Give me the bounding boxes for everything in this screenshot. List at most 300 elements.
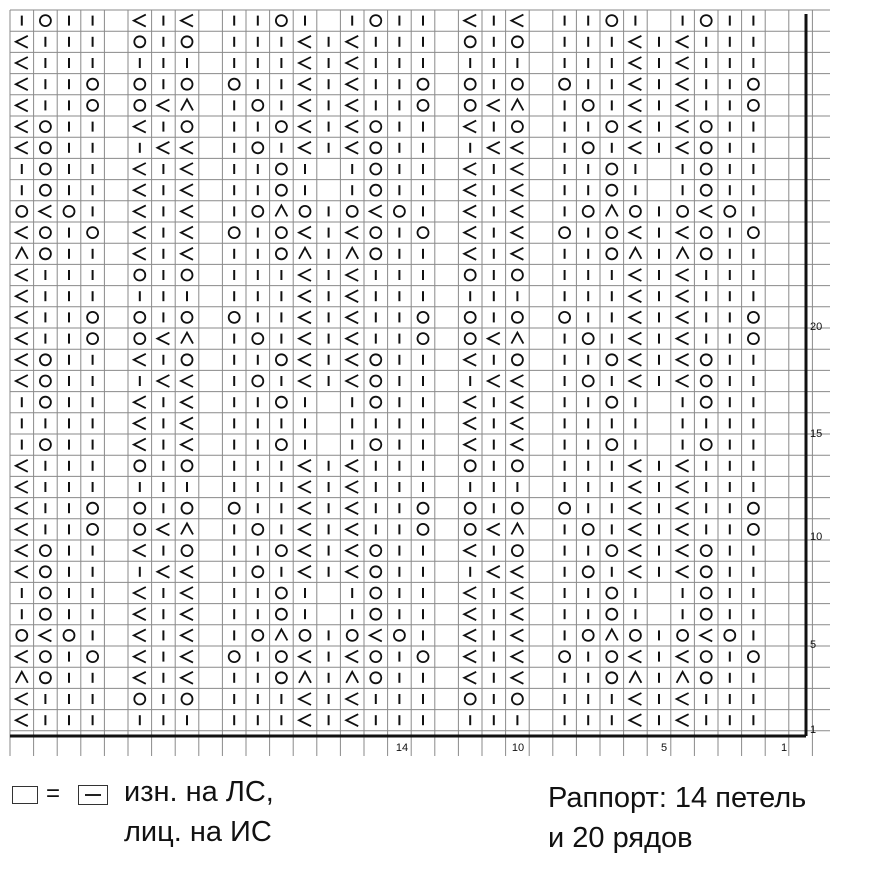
k2tog-symbol: [511, 375, 523, 387]
yarn-over-symbol: [134, 79, 145, 90]
yarn-over-symbol: [134, 694, 145, 705]
k2tog-symbol: [464, 184, 476, 196]
yarn-over-symbol: [724, 630, 735, 641]
k2tog-symbol: [181, 248, 193, 260]
k2tog-symbol: [464, 545, 476, 557]
decrease-symbol: [606, 629, 618, 640]
yarn-over-symbol: [606, 609, 617, 620]
k2tog-symbol: [134, 15, 146, 27]
k2tog-symbol: [299, 121, 311, 133]
yarn-over-symbol: [40, 164, 51, 175]
yarn-over-symbol: [512, 36, 523, 47]
yarn-over-symbol: [40, 588, 51, 599]
k2tog-symbol: [134, 205, 146, 217]
row-number-label: 5: [810, 639, 817, 651]
k2tog-symbol: [629, 460, 641, 472]
k2tog-symbol: [677, 651, 689, 663]
k2tog-symbol: [677, 333, 689, 345]
yarn-over-symbol: [276, 651, 287, 662]
k2tog-symbol: [299, 481, 311, 493]
yarn-over-symbol: [677, 206, 688, 217]
yarn-over-symbol: [370, 566, 381, 577]
yarn-over-symbol: [512, 312, 523, 323]
k2tog-symbol: [511, 396, 523, 408]
k2tog-symbol: [511, 439, 523, 451]
k2tog-symbol: [346, 545, 358, 557]
decrease-symbol: [677, 672, 689, 683]
yarn-over-symbol: [418, 651, 429, 662]
k2tog-symbol: [629, 78, 641, 90]
yarn-over-symbol: [606, 227, 617, 238]
k2tog-symbol: [134, 163, 146, 175]
k2tog-symbol: [299, 227, 311, 239]
k2tog-symbol: [16, 36, 28, 48]
k2tog-symbol: [157, 99, 169, 111]
yarn-over-symbol: [300, 206, 311, 217]
yarn-over-symbol: [40, 439, 51, 450]
yarn-over-symbol: [370, 545, 381, 556]
yarn-over-symbol: [182, 121, 193, 132]
k2tog-symbol: [511, 566, 523, 578]
k2tog-symbol: [299, 354, 311, 366]
decrease-symbol: [606, 205, 618, 216]
k2tog-symbol: [181, 142, 193, 154]
yarn-over-symbol: [748, 651, 759, 662]
decrease-symbol: [511, 99, 523, 110]
yarn-over-symbol: [252, 566, 263, 577]
row-number-label: 1: [810, 724, 817, 736]
k2tog-symbol: [157, 333, 169, 345]
yarn-over-symbol: [40, 354, 51, 365]
decrease-symbol: [299, 248, 311, 259]
yarn-over-symbol: [701, 566, 712, 577]
yarn-over-symbol: [701, 354, 712, 365]
k2tog-symbol: [16, 99, 28, 111]
yarn-over-symbol: [229, 651, 240, 662]
k2tog-symbol: [346, 333, 358, 345]
k2tog-symbol: [181, 566, 193, 578]
k2tog-symbol: [677, 502, 689, 514]
yarn-over-symbol: [465, 36, 476, 47]
yarn-over-symbol: [418, 503, 429, 514]
yarn-over-symbol: [606, 15, 617, 26]
k2tog-symbol: [677, 311, 689, 323]
k2tog-symbol: [16, 523, 28, 535]
yarn-over-symbol: [370, 164, 381, 175]
k2tog-symbol: [677, 566, 689, 578]
repeat-note-line-2: и 20 рядов: [548, 822, 693, 854]
yarn-over-symbol: [276, 227, 287, 238]
k2tog-symbol: [299, 36, 311, 48]
yarn-over-symbol: [512, 545, 523, 556]
yarn-over-symbol: [300, 630, 311, 641]
k2tog-symbol: [181, 417, 193, 429]
k2tog-symbol: [134, 672, 146, 684]
k2tog-symbol: [700, 629, 712, 641]
k2tog-symbol: [677, 121, 689, 133]
column-number-label: 5: [660, 742, 668, 754]
yarn-over-symbol: [40, 121, 51, 132]
k2tog-symbol: [629, 311, 641, 323]
k2tog-symbol: [464, 629, 476, 641]
k2tog-symbol: [700, 205, 712, 217]
yarn-over-symbol: [606, 651, 617, 662]
yarn-over-symbol: [701, 609, 712, 620]
k2tog-symbol: [16, 57, 28, 69]
yarn-over-symbol: [16, 206, 27, 217]
yarn-over-symbol: [40, 15, 51, 26]
k2tog-symbol: [629, 57, 641, 69]
k2tog-symbol: [370, 205, 382, 217]
repeat-note: [548, 776, 868, 860]
yarn-over-symbol: [606, 164, 617, 175]
k2tog-symbol: [677, 290, 689, 302]
k2tog-symbol: [346, 121, 358, 133]
yarn-over-symbol: [182, 694, 193, 705]
k2tog-symbol: [464, 163, 476, 175]
k2tog-symbol: [677, 78, 689, 90]
decrease-symbol: [16, 248, 28, 259]
k2tog-symbol: [299, 57, 311, 69]
yarn-over-symbol: [40, 142, 51, 153]
yarn-over-symbol: [40, 397, 51, 408]
k2tog-symbol: [299, 523, 311, 535]
yarn-over-symbol: [87, 100, 98, 111]
decrease-symbol: [275, 205, 287, 216]
yarn-over-symbol: [87, 524, 98, 535]
yarn-over-symbol: [701, 672, 712, 683]
legend-line-1: изн. на ЛС,: [124, 776, 274, 808]
k2tog-symbol: [134, 608, 146, 620]
k2tog-symbol: [157, 142, 169, 154]
yarn-over-symbol: [276, 15, 287, 26]
yarn-over-symbol: [606, 185, 617, 196]
yarn-over-symbol: [276, 248, 287, 259]
k2tog-symbol: [299, 651, 311, 663]
decrease-symbol: [346, 248, 358, 259]
yarn-over-symbol: [583, 630, 594, 641]
yarn-over-symbol: [87, 503, 98, 514]
yarn-over-symbol: [701, 227, 712, 238]
k2tog-symbol: [181, 672, 193, 684]
yarn-over-symbol: [370, 15, 381, 26]
yarn-over-symbol: [512, 503, 523, 514]
yarn-over-symbol: [276, 609, 287, 620]
k2tog-symbol: [677, 354, 689, 366]
yarn-over-symbol: [370, 651, 381, 662]
yarn-over-symbol: [559, 651, 570, 662]
yarn-over-symbol: [512, 79, 523, 90]
yarn-over-symbol: [630, 630, 641, 641]
k2tog-symbol: [511, 205, 523, 217]
k2tog-symbol: [134, 545, 146, 557]
row-number-label: 15: [810, 428, 823, 440]
k2tog-symbol: [299, 375, 311, 387]
k2tog-symbol: [16, 375, 28, 387]
k2tog-symbol: [511, 587, 523, 599]
k2tog-symbol: [629, 375, 641, 387]
yarn-over-symbol: [134, 503, 145, 514]
k2tog-symbol: [16, 460, 28, 472]
yarn-over-symbol: [748, 100, 759, 111]
yarn-over-symbol: [182, 354, 193, 365]
decrease-symbol: [16, 672, 28, 683]
k2tog-symbol: [134, 227, 146, 239]
k2tog-symbol: [464, 396, 476, 408]
yarn-over-symbol: [40, 566, 51, 577]
yarn-over-symbol: [559, 312, 570, 323]
k2tog-symbol: [181, 184, 193, 196]
decrease-symbol: [299, 672, 311, 683]
k2tog-symbol: [16, 333, 28, 345]
yarn-over-symbol: [559, 503, 570, 514]
row-number-label: 10: [810, 531, 823, 543]
k2tog-symbol: [629, 99, 641, 111]
yarn-over-symbol: [512, 121, 523, 132]
k2tog-symbol: [370, 629, 382, 641]
yarn-over-symbol: [370, 227, 381, 238]
k2tog-symbol: [181, 587, 193, 599]
yarn-over-symbol: [394, 630, 405, 641]
yarn-over-symbol: [252, 524, 263, 535]
k2tog-symbol: [134, 629, 146, 641]
k2tog-symbol: [677, 523, 689, 535]
k2tog-symbol: [511, 672, 523, 684]
yarn-over-symbol: [252, 100, 263, 111]
k2tog-symbol: [629, 269, 641, 281]
yarn-over-symbol: [559, 227, 570, 238]
k2tog-symbol: [677, 693, 689, 705]
yarn-over-symbol: [606, 248, 617, 259]
k2tog-symbol: [134, 651, 146, 663]
k2tog-symbol: [677, 481, 689, 493]
k2tog-symbol: [511, 629, 523, 641]
yarn-over-symbol: [701, 397, 712, 408]
k2tog-symbol: [181, 227, 193, 239]
yarn-over-symbol: [701, 185, 712, 196]
k2tog-symbol: [134, 354, 146, 366]
yarn-over-symbol: [134, 524, 145, 535]
k2tog-symbol: [346, 481, 358, 493]
k2tog-symbol: [464, 672, 476, 684]
legend-equals: =: [46, 780, 61, 807]
yarn-over-symbol: [701, 439, 712, 450]
legend: [12, 778, 352, 858]
yarn-over-symbol: [583, 142, 594, 153]
k2tog-symbol: [16, 545, 28, 557]
k2tog-symbol: [677, 545, 689, 557]
yarn-over-symbol: [40, 545, 51, 556]
yarn-over-symbol: [370, 248, 381, 259]
k2tog-symbol: [677, 269, 689, 281]
k2tog-symbol: [16, 269, 28, 281]
yarn-over-symbol: [512, 354, 523, 365]
k2tog-symbol: [346, 57, 358, 69]
yarn-over-symbol: [701, 651, 712, 662]
k2tog-symbol: [299, 502, 311, 514]
yarn-over-symbol: [748, 79, 759, 90]
k2tog-symbol: [346, 36, 358, 48]
k2tog-symbol: [629, 651, 641, 663]
k2tog-symbol: [16, 290, 28, 302]
k2tog-symbol: [346, 375, 358, 387]
yarn-over-symbol: [465, 694, 476, 705]
yarn-over-symbol: [252, 206, 263, 217]
yarn-over-symbol: [701, 142, 712, 153]
row-number-label: 20: [810, 321, 823, 333]
k2tog-symbol: [464, 417, 476, 429]
yarn-over-symbol: [252, 333, 263, 344]
k2tog-symbol: [16, 481, 28, 493]
k2tog-symbol: [629, 290, 641, 302]
yarn-over-symbol: [134, 460, 145, 471]
yarn-over-symbol: [134, 36, 145, 47]
k2tog-symbol: [299, 311, 311, 323]
legend-line-2: лиц. на ИС: [124, 816, 272, 848]
yarn-over-symbol: [40, 376, 51, 387]
yarn-over-symbol: [606, 354, 617, 365]
yarn-over-symbol: [465, 312, 476, 323]
yarn-over-symbol: [276, 439, 287, 450]
yarn-over-symbol: [276, 185, 287, 196]
k2tog-symbol: [346, 227, 358, 239]
k2tog-symbol: [134, 587, 146, 599]
yarn-over-symbol: [370, 121, 381, 132]
yarn-over-symbol: [370, 142, 381, 153]
k2tog-symbol: [346, 99, 358, 111]
k2tog-symbol: [157, 523, 169, 535]
decrease-symbol: [181, 333, 193, 344]
yarn-over-symbol: [252, 376, 263, 387]
k2tog-symbol: [299, 566, 311, 578]
yarn-over-symbol: [418, 227, 429, 238]
k2tog-symbol: [346, 78, 358, 90]
yarn-over-symbol: [394, 206, 405, 217]
k2tog-symbol: [629, 142, 641, 154]
yarn-over-symbol: [606, 397, 617, 408]
yarn-over-symbol: [229, 312, 240, 323]
yarn-over-symbol: [606, 588, 617, 599]
yarn-over-symbol: [465, 333, 476, 344]
yarn-over-symbol: [748, 227, 759, 238]
k2tog-symbol: [181, 608, 193, 620]
decrease-symbol: [181, 523, 193, 534]
yarn-over-symbol: [583, 206, 594, 217]
yarn-over-symbol: [701, 248, 712, 259]
k2tog-symbol: [16, 354, 28, 366]
k2tog-symbol: [464, 15, 476, 27]
yarn-over-symbol: [276, 164, 287, 175]
yarn-over-symbol: [748, 333, 759, 344]
yarn-over-symbol: [418, 312, 429, 323]
k2tog-symbol: [629, 481, 641, 493]
yarn-over-symbol: [276, 121, 287, 132]
k2tog-symbol: [677, 99, 689, 111]
k2tog-symbol: [511, 248, 523, 260]
k2tog-symbol: [511, 142, 523, 154]
k2tog-symbol: [488, 142, 500, 154]
yarn-over-symbol: [606, 672, 617, 683]
k2tog-symbol: [39, 629, 51, 641]
yarn-over-symbol: [418, 100, 429, 111]
k2tog-symbol: [299, 142, 311, 154]
yarn-over-symbol: [40, 651, 51, 662]
k2tog-symbol: [181, 375, 193, 387]
yarn-over-symbol: [370, 185, 381, 196]
k2tog-symbol: [511, 417, 523, 429]
yarn-over-symbol: [40, 227, 51, 238]
decrease-symbol: [511, 333, 523, 344]
yarn-over-symbol: [87, 651, 98, 662]
k2tog-symbol: [134, 248, 146, 260]
yarn-over-symbol: [418, 79, 429, 90]
yarn-over-symbol: [418, 333, 429, 344]
decrease-symbol: [181, 99, 193, 110]
k2tog-symbol: [346, 651, 358, 663]
k2tog-symbol: [629, 523, 641, 535]
yarn-over-symbol: [630, 206, 641, 217]
k2tog-symbol: [181, 205, 193, 217]
yarn-over-symbol: [583, 333, 594, 344]
k2tog-symbol: [299, 78, 311, 90]
k2tog-symbol: [511, 608, 523, 620]
yarn-over-symbol: [748, 503, 759, 514]
k2tog-symbol: [181, 163, 193, 175]
decrease-symbol: [629, 672, 641, 683]
k2tog-symbol: [299, 269, 311, 281]
yarn-over-symbol: [229, 79, 240, 90]
k2tog-symbol: [629, 545, 641, 557]
k2tog-symbol: [464, 354, 476, 366]
k2tog-symbol: [181, 651, 193, 663]
yarn-over-symbol: [370, 588, 381, 599]
k2tog-symbol: [299, 99, 311, 111]
yarn-over-symbol: [347, 206, 358, 217]
yarn-over-symbol: [370, 439, 381, 450]
yarn-over-symbol: [134, 270, 145, 281]
yarn-over-symbol: [465, 100, 476, 111]
k2tog-symbol: [464, 608, 476, 620]
yarn-over-symbol: [40, 185, 51, 196]
legend-empty-cell-icon: [12, 786, 38, 804]
yarn-over-symbol: [583, 376, 594, 387]
k2tog-symbol: [299, 714, 311, 726]
k2tog-symbol: [346, 566, 358, 578]
yarn-over-symbol: [87, 312, 98, 323]
yarn-over-symbol: [512, 460, 523, 471]
yarn-over-symbol: [465, 270, 476, 281]
yarn-over-symbol: [276, 588, 287, 599]
yarn-over-symbol: [748, 312, 759, 323]
yarn-over-symbol: [370, 397, 381, 408]
k2tog-symbol: [488, 566, 500, 578]
yarn-over-symbol: [701, 588, 712, 599]
k2tog-symbol: [346, 502, 358, 514]
k2tog-symbol: [181, 15, 193, 27]
k2tog-symbol: [181, 629, 193, 641]
k2tog-symbol: [511, 184, 523, 196]
legend-purl-cell-icon: [78, 785, 108, 805]
k2tog-symbol: [464, 205, 476, 217]
k2tog-symbol: [677, 57, 689, 69]
yarn-over-symbol: [182, 270, 193, 281]
yarn-over-symbol: [583, 524, 594, 535]
k2tog-symbol: [488, 375, 500, 387]
yarn-over-symbol: [252, 630, 263, 641]
yarn-over-symbol: [465, 79, 476, 90]
yarn-over-symbol: [559, 79, 570, 90]
yarn-over-symbol: [465, 503, 476, 514]
